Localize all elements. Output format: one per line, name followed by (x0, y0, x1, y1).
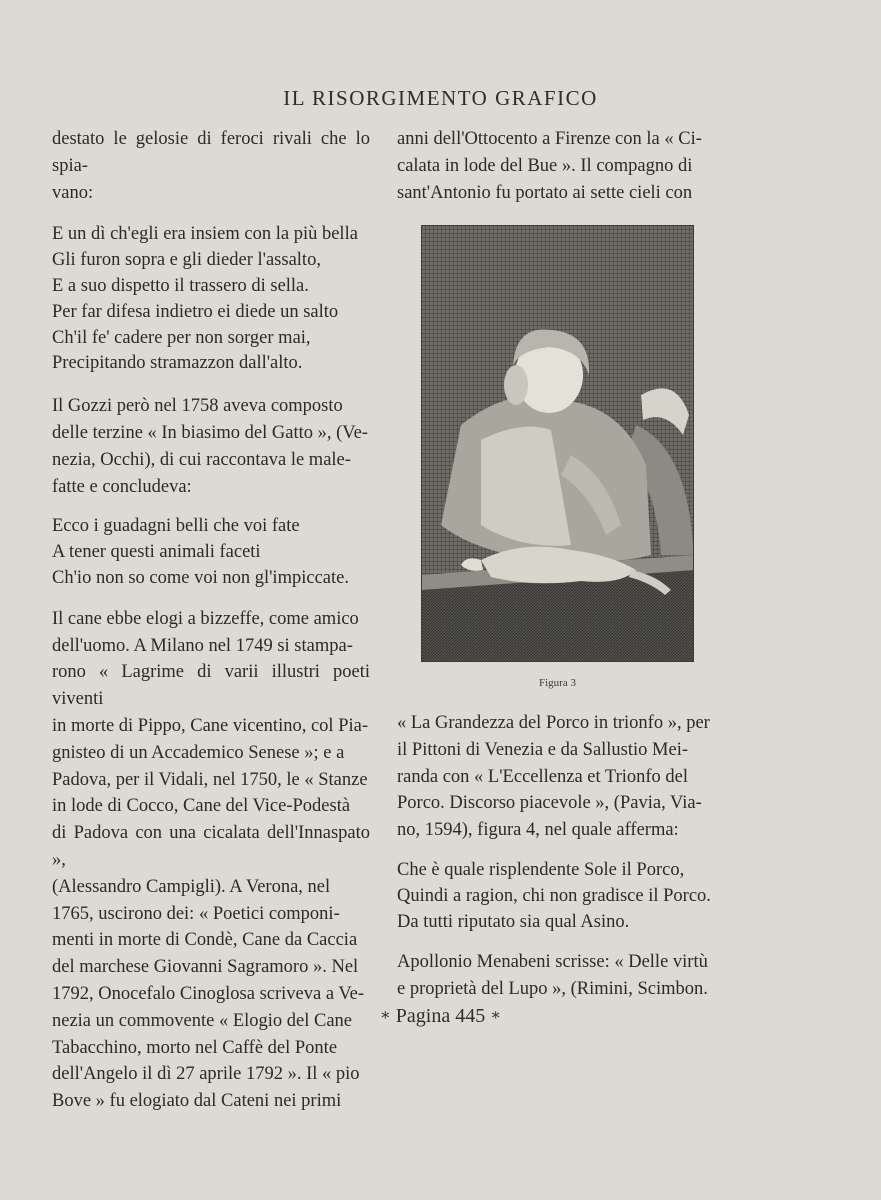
ornament-star-right: ∗ (490, 1007, 502, 1024)
text-line: menti in morte di Condè, Cane da Caccia (52, 930, 358, 951)
verse-line: Ecco i guadagni belli che voi fate (52, 516, 300, 537)
text-line: dell'Angelo il dì 27 aprile 1792 ». Il « pio (52, 1064, 360, 1085)
text-line: delle terzine « In biasimo del Gatto », (Ve- (52, 422, 368, 443)
right-verse (397, 858, 717, 935)
left-column (52, 126, 370, 1115)
text-line: e proprietà del Lupo », (Rimini, Scimbon. (397, 979, 708, 1000)
left-paragraph-2 (52, 393, 370, 500)
left-paragraph-1 (52, 126, 370, 206)
text-line: anni dell'Ottocento a Firenze con la « Ci- (397, 129, 702, 149)
right-paragraph-3 (397, 949, 717, 1003)
text-line: sant'Antonio fu portato ai sette cieli con (397, 182, 693, 203)
left-verse-2 (52, 514, 370, 591)
text-line: rono « Lagrime di varii illustri poeti viventi (52, 662, 370, 710)
verse-line: A tener questi animali faceti (52, 542, 261, 563)
running-head: IL RISORGIMENTO GRAFICO (283, 86, 598, 110)
text-line: randa con « L'Eccellenza et Trionfo del (397, 766, 689, 787)
verse-line: Ch'il fe' cadere per non sorger mai, (52, 327, 311, 348)
verse-line: E un dì ch'egli era insiem con la più bella (52, 224, 358, 245)
text-line: Apollonio Menabeni scrisse: « Delle virtù (397, 952, 708, 973)
text-line: del marchese Giovanni Sagramoro ». Nel (52, 957, 359, 978)
verse-line: Precipitando stramazzon dall'alto. (52, 353, 303, 374)
left-verse-1 (52, 222, 370, 377)
page-number-label: Pagina 445 (395, 1005, 486, 1027)
text-line: nezia, Occhi), di cui raccontava le male- (52, 449, 351, 470)
verse-line: Che è quale risplendente Sole il Porco, (397, 859, 685, 880)
right-column-lower (397, 710, 717, 1003)
text-line: in lode di Cocco, Cane del Vice-Podestà (52, 796, 351, 817)
text-line: 1765, uscirono dei: « Poetici componi- (52, 903, 340, 924)
text-line: Bove » fu elogiato dal Cateni nei primi (52, 1091, 342, 1112)
engraving-illustration (421, 225, 694, 662)
right-paragraph-2 (397, 710, 717, 844)
text-line: Porco. Discorso piacevole », (Pavia, Via- (397, 793, 702, 814)
ornament-star-left: ∗ (379, 1007, 391, 1024)
text-line: Il Gozzi però nel 1758 aveva composto (52, 396, 343, 417)
text-line: Tabacchino, morto nel Caffè del Ponte (52, 1037, 338, 1058)
text-line: di Padova con una cicalata dell'Innaspato », (52, 823, 370, 870)
page-number (0, 1005, 881, 1028)
text-line: Padova, per il Vidali, nel 1750, le « Stanze (52, 769, 368, 790)
text-line: 1792, Onocefalo Cinoglosa scriveva a Ve- (52, 983, 365, 1004)
verse-line: Ch'io non so come voi non gl'impiccate. (52, 567, 349, 588)
text-line: gnisteo di un Accademico Senese »; e a (52, 742, 345, 763)
text-line: vano: (52, 182, 94, 203)
verse-line: Da tutti riputato sia qual Asino. (397, 911, 630, 932)
text-line: destato le gelosie di feroci rivali che lo spia- (52, 129, 370, 176)
text-line: Il cane ebbe elogi a bizzeffe, come amico (52, 608, 359, 629)
text-line: il Pittoni di Venezia e da Sallustio Mei- (397, 739, 688, 760)
figure-caption: Figura 3 (539, 677, 576, 689)
text-line: (Alessandro Campigli). A Verona, nel (52, 876, 331, 897)
text-line: dell'uomo. A Milano nel 1749 si stampa- (52, 635, 353, 656)
text-line: « La Grandezza del Porco in trionfo », per (397, 713, 710, 733)
right-column (397, 126, 717, 206)
engraving-figure (421, 225, 694, 662)
text-line: calata in lode del Bue ». Il compagno di (397, 155, 693, 176)
right-paragraph-1 (397, 126, 717, 206)
verse-line: Per far difesa indietro ei diede un salto (52, 301, 339, 322)
text-line: nezia un commovente « Elogio del Cane (52, 1010, 353, 1031)
verse-line: Quindi a ragion, chi non gradisce il Porco. (397, 885, 711, 906)
text-line: fatte e concludeva: (52, 476, 192, 497)
verse-line: E a suo dispetto il trassero di sella. (52, 275, 309, 296)
left-paragraph-3 (52, 606, 370, 1115)
verse-line: Gli furon sopra e gli dieder l'assalto, (52, 250, 321, 271)
text-line: no, 1594), figura 4, nel quale afferma: (397, 820, 679, 841)
text-line: in morte di Pippo, Cane vicentino, col Pia- (52, 715, 368, 736)
